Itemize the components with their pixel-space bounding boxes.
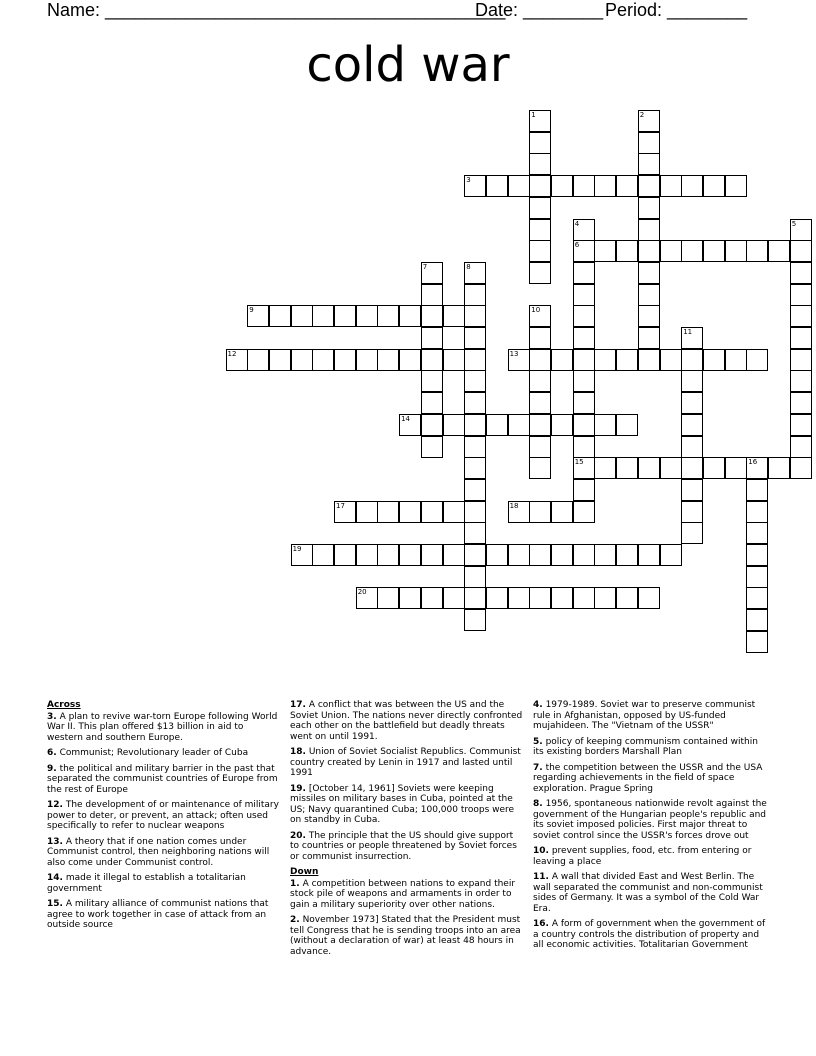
crossword-cell[interactable]	[573, 544, 595, 566]
clue-number: 10.	[533, 846, 549, 856]
crossword-cell[interactable]	[421, 284, 443, 306]
clue-number-label: 6	[574, 241, 580, 250]
crossword-cell[interactable]	[594, 457, 616, 479]
crossword-cell[interactable]	[464, 349, 486, 371]
clue-number-label: 7	[422, 262, 428, 271]
crossword-cell[interactable]	[421, 370, 443, 392]
crossword-cell[interactable]	[464, 587, 486, 609]
clue-item	[533, 799, 768, 841]
crossword-cell[interactable]	[616, 349, 638, 371]
crossword-cell[interactable]	[421, 305, 443, 327]
clue-item	[47, 712, 282, 744]
crossword-cell[interactable]	[464, 414, 486, 436]
clue-number: 9.	[47, 763, 57, 774]
clue-text: A wall that divided East and West Berlin. The wall separated the communist and non-communist sides of Germany. It was a symbol of the Cold War Era.	[533, 872, 763, 914]
crossword-cell[interactable]	[529, 501, 551, 523]
period-field[interactable]: Period: ________	[605, 0, 748, 20]
crossword-cell[interactable]	[638, 284, 660, 306]
crossword-cell[interactable]	[486, 414, 508, 436]
clue-item	[47, 764, 282, 796]
clue-text: A military alliance of communist nations that agree to work together in case of attack from an outside source	[47, 899, 269, 930]
crossword-cell[interactable]	[638, 219, 660, 241]
crossword-cell[interactable]	[551, 544, 573, 566]
crossword-cell[interactable]	[443, 349, 465, 371]
clue-item	[533, 700, 768, 732]
crossword-cell[interactable]	[594, 544, 616, 566]
crossword-cell[interactable]	[377, 305, 399, 327]
clue-number-label: 17	[336, 501, 345, 510]
crossword-cell[interactable]	[529, 436, 551, 458]
clue-number-label: 11	[683, 328, 693, 336]
crossword-cell[interactable]	[725, 349, 747, 371]
clue-number: 15.	[47, 899, 63, 909]
crossword-cell[interactable]	[746, 566, 768, 588]
clue-text: made it illegal to establish a totalitarian government	[47, 873, 246, 894]
crossword-cell[interactable]	[421, 327, 443, 349]
clue-item	[290, 700, 525, 742]
crossword-cell[interactable]	[573, 392, 595, 414]
clue-item	[290, 831, 525, 863]
clue-number: 8.	[533, 799, 543, 809]
clue-number-label: 19	[292, 545, 302, 553]
crossword-cell[interactable]	[551, 587, 573, 609]
crossword-cell[interactable]	[529, 197, 551, 219]
crossword-cell[interactable]	[464, 457, 486, 479]
crossword-cell[interactable]	[790, 414, 812, 436]
crossword-cell[interactable]	[746, 240, 768, 262]
crossword-cell[interactable]	[529, 544, 551, 566]
clue-number: 16.	[533, 919, 549, 929]
crossword-cell[interactable]	[356, 501, 378, 523]
clues-column-1	[47, 700, 282, 936]
clue-text: The principle that the US should give support to countries or people threatened by Soviet forces or communist insurrection.	[290, 830, 517, 862]
crossword-cell[interactable]	[573, 262, 595, 284]
clue-text: 1956, spontaneous nationwide revolt against the government of the Hungarian people's republic and its soviet imposed policies. First major threat to soviet control since the USSR's forces drove out	[533, 799, 767, 841]
crossword-cell[interactable]	[312, 544, 334, 566]
clue-number: 12.	[47, 800, 63, 810]
clue-item	[290, 784, 525, 826]
clue-number-label: 20	[357, 588, 367, 597]
crossword-cell[interactable]	[334, 305, 356, 327]
crossword-cell[interactable]	[703, 175, 725, 197]
clue-text: the competition between the USSR and the USA regarding achievements in the field of space exploration. Prague Spring	[533, 762, 763, 794]
crossword-cell[interactable]	[616, 587, 638, 609]
crossword-cell[interactable]	[725, 457, 747, 479]
crossword-cell[interactable]	[573, 436, 595, 458]
crossword-cell[interactable]	[638, 457, 660, 479]
crossword-cell[interactable]	[616, 457, 638, 479]
clue-text: The development of or maintenance of military power to deter, or prevent, an attack; often used specifically to refer to nuclear weapons	[47, 800, 279, 831]
crossword-cell[interactable]	[269, 349, 291, 371]
crossword-cell[interactable]	[551, 414, 573, 436]
crossword-cell[interactable]	[529, 414, 551, 436]
crossword-cell[interactable]	[377, 544, 399, 566]
crossword-cell[interactable]	[551, 501, 573, 523]
crossword-cell[interactable]	[768, 457, 790, 479]
crossword-cell[interactable]	[377, 349, 399, 371]
crossword-cell[interactable]	[660, 240, 682, 262]
clue-number-label: 4	[574, 219, 580, 228]
crossword-cell[interactable]	[573, 175, 595, 197]
crossword-cell[interactable]	[660, 175, 682, 197]
crossword-cell[interactable]	[529, 175, 551, 197]
crossword-cell[interactable]	[291, 305, 313, 327]
clue-text: the political and military barrier in the past that separated the communist countries of Europe from the rest of Europe	[47, 763, 278, 795]
crossword-cell[interactable]	[573, 479, 595, 501]
name-field[interactable]: Name: ________________________________________	[47, 0, 506, 20]
down-clue-list-continued	[533, 700, 768, 951]
crossword-cell[interactable]	[573, 370, 595, 392]
crossword-cell[interactable]	[703, 349, 725, 371]
crossword-cell[interactable]	[746, 544, 768, 566]
crossword-cell[interactable]	[681, 414, 703, 436]
clue-number-label: 8	[466, 262, 471, 271]
crossword-cell[interactable]	[464, 392, 486, 414]
crossword-cell[interactable]	[464, 284, 486, 306]
crossword-cell[interactable]	[529, 587, 551, 609]
clue-text: A plan to revive war-torn Europe following World War II. This plan offered $13 billion in aid to western and southern Europe.	[47, 711, 278, 743]
crossword-cell[interactable]	[377, 587, 399, 609]
clue-number: 5.	[533, 736, 543, 747]
crossword-cell[interactable]	[660, 349, 682, 371]
crossword-cell[interactable]	[464, 479, 486, 501]
crossword-cell[interactable]	[356, 305, 378, 327]
clue-number-label: 3	[466, 176, 471, 185]
crossword-cell[interactable]	[269, 305, 291, 327]
crossword-cell[interactable]	[768, 240, 790, 262]
clue-item	[290, 747, 525, 779]
crossword-cell[interactable]	[790, 457, 812, 479]
crossword-cell[interactable]	[377, 501, 399, 523]
clue-item	[47, 748, 282, 759]
crossword-cell[interactable]	[421, 587, 443, 609]
crossword-cell[interactable]	[616, 544, 638, 566]
crossword-cell[interactable]	[681, 370, 703, 392]
crossword-cell[interactable]	[681, 479, 703, 501]
crossword-cell[interactable]	[594, 175, 616, 197]
crossword-cell[interactable]	[790, 240, 812, 262]
crossword-cell[interactable]	[486, 587, 508, 609]
clue-text: 1979-1989. Soviet war to preserve communist rule in Afghanistan, opposed by US-funded mujahideen. The "Vietnam of the USSR"	[533, 700, 756, 731]
crossword-cell[interactable]	[594, 240, 616, 262]
clue-text: A competition between nations to expand their stock pile of weapons and armaments in order to gain a military superiority over other nations.	[290, 878, 516, 910]
clue-text: Union of Soviet Socialist Republics. Communist country created by Lenin in 1917 and lasted until 1991	[290, 747, 521, 778]
clue-number-label: 5	[791, 219, 797, 228]
clue-text: Communist; Revolutionary leader of Cuba	[59, 748, 249, 758]
clue-number: 14.	[47, 873, 63, 883]
crossword-cell[interactable]	[443, 587, 465, 609]
clue-item	[47, 873, 282, 894]
crossword-cell[interactable]	[746, 349, 768, 371]
crossword-cell[interactable]	[291, 349, 313, 371]
crossword-cell[interactable]	[790, 370, 812, 392]
date-field[interactable]: Date: ________	[475, 0, 604, 20]
crossword-cell[interactable]	[681, 240, 703, 262]
crossword-cell[interactable]	[486, 544, 508, 566]
crossword-cell[interactable]	[529, 392, 551, 414]
crossword-cell[interactable]	[681, 501, 703, 523]
crossword-cell[interactable]	[638, 175, 660, 197]
clue-text: policy of keeping communism contained within its existing borders Marshall Plan	[533, 736, 758, 757]
crossword-cell[interactable]	[638, 197, 660, 219]
crossword-cell[interactable]	[508, 414, 530, 436]
clue-number-label: 14	[401, 414, 411, 423]
crossword-cell[interactable]	[681, 436, 703, 458]
crossword-cell[interactable]	[421, 436, 443, 458]
clue-number: 4.	[533, 700, 543, 710]
clue-text: [October 14, 1961] Soviets were keeping missiles on military bases in Cuba, pointed at the US; Navy quarantined Cuba; 100,000 troops were on standby in Cuba.	[290, 783, 515, 825]
crossword-cell[interactable]	[464, 436, 486, 458]
crossword-cell[interactable]	[508, 587, 530, 609]
crossword-cell[interactable]	[312, 305, 334, 327]
clue-item	[533, 763, 768, 795]
crossword-cell[interactable]	[464, 327, 486, 349]
clue-number-label: 1	[531, 111, 536, 119]
crossword-cell[interactable]	[464, 522, 486, 544]
crossword-cell[interactable]	[247, 349, 269, 371]
crossword-cell[interactable]	[746, 522, 768, 544]
crossword-cell[interactable]	[660, 457, 682, 479]
clue-number: 1.	[290, 878, 300, 889]
crossword-cell[interactable]	[421, 501, 443, 523]
crossword-cell[interactable]	[529, 240, 551, 262]
down-clue-list	[290, 879, 525, 958]
clue-number-label: 18	[509, 501, 519, 510]
clue-text: A form of government when the government of a country controls the distribution of property and all economic activities. Totalitarian Government	[533, 919, 766, 950]
crossword-cell[interactable]	[638, 240, 660, 262]
clue-text: A conflict that was between the US and the Soviet Union. The nations never directly confronted each other on the battlefield but deadly threats went on until 1991.	[290, 700, 523, 742]
crossword-cell[interactable]	[443, 544, 465, 566]
crossword-cell[interactable]	[703, 240, 725, 262]
clue-number: 6.	[47, 748, 57, 758]
crossword-cell[interactable]	[464, 544, 486, 566]
clue-text: A theory that if one nation comes under Communist control, then neighboring nations will also come under Communist control.	[47, 836, 270, 868]
crossword-cell[interactable]	[594, 349, 616, 371]
puzzle-title: cold war	[306, 37, 510, 93]
crossword-cell[interactable]	[464, 370, 486, 392]
crossword-cell[interactable]	[638, 349, 660, 371]
crossword-cell[interactable]	[334, 544, 356, 566]
crossword-cell[interactable]	[356, 349, 378, 371]
clue-number: 3.	[47, 711, 57, 722]
crossword-cell[interactable]	[594, 414, 616, 436]
crossword-cell[interactable]	[638, 132, 660, 154]
across-clue-list	[47, 712, 282, 931]
crossword-cell[interactable]	[399, 305, 421, 327]
crossword-cell[interactable]	[790, 436, 812, 458]
crossword-cell[interactable]	[529, 327, 551, 349]
crossword-cell[interactable]	[616, 414, 638, 436]
crossword-cell[interactable]	[529, 457, 551, 479]
crossword-cell[interactable]	[529, 153, 551, 175]
crossword-cell[interactable]	[421, 414, 443, 436]
crossword-cell[interactable]	[312, 349, 334, 371]
crossword-cell[interactable]	[399, 349, 421, 371]
crossword-cell[interactable]	[573, 349, 595, 371]
clue-item	[290, 879, 525, 911]
clue-item	[533, 846, 768, 867]
crossword-cell[interactable]	[529, 349, 551, 371]
crossword-cell[interactable]	[790, 327, 812, 349]
clue-number-label: 2	[639, 111, 645, 119]
clue-item	[47, 899, 282, 931]
crossword-cell[interactable]	[746, 631, 768, 653]
crossword-cell[interactable]	[660, 544, 682, 566]
crossword-cell[interactable]	[464, 305, 486, 327]
clue-text: prevent supplies, food, etc. from entering or leaving a place	[533, 846, 752, 867]
crossword-cell[interactable]	[703, 457, 725, 479]
crossword-cell[interactable]	[638, 587, 660, 609]
crossword-cell[interactable]	[551, 175, 573, 197]
crossword-cell[interactable]	[464, 609, 486, 631]
across-heading: Across	[47, 700, 81, 710]
crossword-cell[interactable]	[638, 544, 660, 566]
crossword-cell[interactable]	[508, 175, 530, 197]
crossword-cell[interactable]	[681, 522, 703, 544]
crossword-cell[interactable]	[529, 132, 551, 154]
clue-number-label: 16	[748, 458, 758, 467]
crossword-cell[interactable]	[356, 544, 378, 566]
crossword-cell[interactable]	[681, 349, 703, 371]
crossword-cell[interactable]	[746, 609, 768, 631]
crossword-cell[interactable]	[681, 457, 703, 479]
crossword-cell[interactable]	[746, 479, 768, 501]
crossword-cell[interactable]	[616, 240, 638, 262]
crossword-cell[interactable]	[573, 587, 595, 609]
clue-number: 11.	[533, 872, 549, 882]
crossword-cell[interactable]	[746, 501, 768, 523]
crossword-cell[interactable]	[529, 370, 551, 392]
clue-number: 20.	[290, 830, 306, 841]
crossword-cell[interactable]	[529, 262, 551, 284]
crossword-cell[interactable]	[399, 587, 421, 609]
clue-number: 2.	[290, 915, 300, 925]
crossword-cell[interactable]	[529, 219, 551, 241]
clue-item	[533, 872, 768, 914]
crossword-cell[interactable]	[638, 262, 660, 284]
crossword-cell[interactable]	[790, 349, 812, 371]
crossword-cell[interactable]	[443, 414, 465, 436]
clue-item	[533, 737, 768, 758]
crossword-cell[interactable]	[443, 305, 465, 327]
clue-number-label: 9	[249, 306, 254, 315]
crossword-cell[interactable]	[790, 305, 812, 327]
crossword-cell[interactable]	[573, 414, 595, 436]
clue-number-label: 12	[227, 349, 237, 358]
crossword-cell[interactable]	[790, 262, 812, 284]
crossword-cell[interactable]	[725, 240, 747, 262]
crossword-cell[interactable]	[681, 175, 703, 197]
crossword-cell[interactable]	[573, 327, 595, 349]
clue-text: November 1973] Stated that the President must tell Congress that he is sending troops into an area (without a declaration of war) at least 48 hours in advance.	[290, 915, 521, 957]
crossword-cell[interactable]	[399, 544, 421, 566]
clue-number-label: 13	[509, 349, 519, 358]
across-clue-list-continued	[290, 700, 525, 862]
crossword-cell[interactable]	[594, 587, 616, 609]
down-heading: Down	[290, 867, 319, 877]
crossword-cell[interactable]	[421, 544, 443, 566]
clue-item	[47, 800, 282, 832]
clues-column-3	[533, 700, 768, 956]
crossword-cell[interactable]	[790, 392, 812, 414]
crossword-cell[interactable]	[573, 305, 595, 327]
crossword-cell[interactable]	[638, 305, 660, 327]
crossword-cell[interactable]	[746, 587, 768, 609]
crossword-cell[interactable]	[573, 284, 595, 306]
clue-number-label: 15	[574, 458, 584, 467]
crossword-cell[interactable]	[616, 175, 638, 197]
crossword-cell[interactable]	[681, 392, 703, 414]
clue-number-label: 10	[531, 306, 541, 315]
crossword-cell[interactable]	[508, 544, 530, 566]
crossword-cell[interactable]	[790, 284, 812, 306]
crossword-cell[interactable]	[464, 501, 486, 523]
crossword-cell[interactable]	[573, 501, 595, 523]
crossword-cell[interactable]	[443, 501, 465, 523]
clue-number: 18.	[290, 747, 306, 757]
clue-number: 7.	[533, 762, 543, 773]
crossword-cell[interactable]	[421, 392, 443, 414]
crossword-cell[interactable]	[551, 349, 573, 371]
crossword-cell[interactable]	[464, 566, 486, 588]
crossword-cell[interactable]	[638, 327, 660, 349]
crossword-cell[interactable]	[334, 349, 356, 371]
crossword-cell[interactable]	[725, 175, 747, 197]
clue-item	[290, 915, 525, 957]
clue-item	[533, 919, 768, 951]
clue-number: 13.	[47, 836, 63, 847]
clue-item	[47, 837, 282, 869]
crossword-cell[interactable]	[486, 175, 508, 197]
clue-number: 19.	[290, 783, 306, 794]
clue-number: 17.	[290, 700, 306, 710]
crossword-cell[interactable]	[399, 501, 421, 523]
crossword-cell[interactable]	[421, 349, 443, 371]
clues-column-2	[290, 700, 525, 962]
crossword-cell[interactable]	[638, 153, 660, 175]
